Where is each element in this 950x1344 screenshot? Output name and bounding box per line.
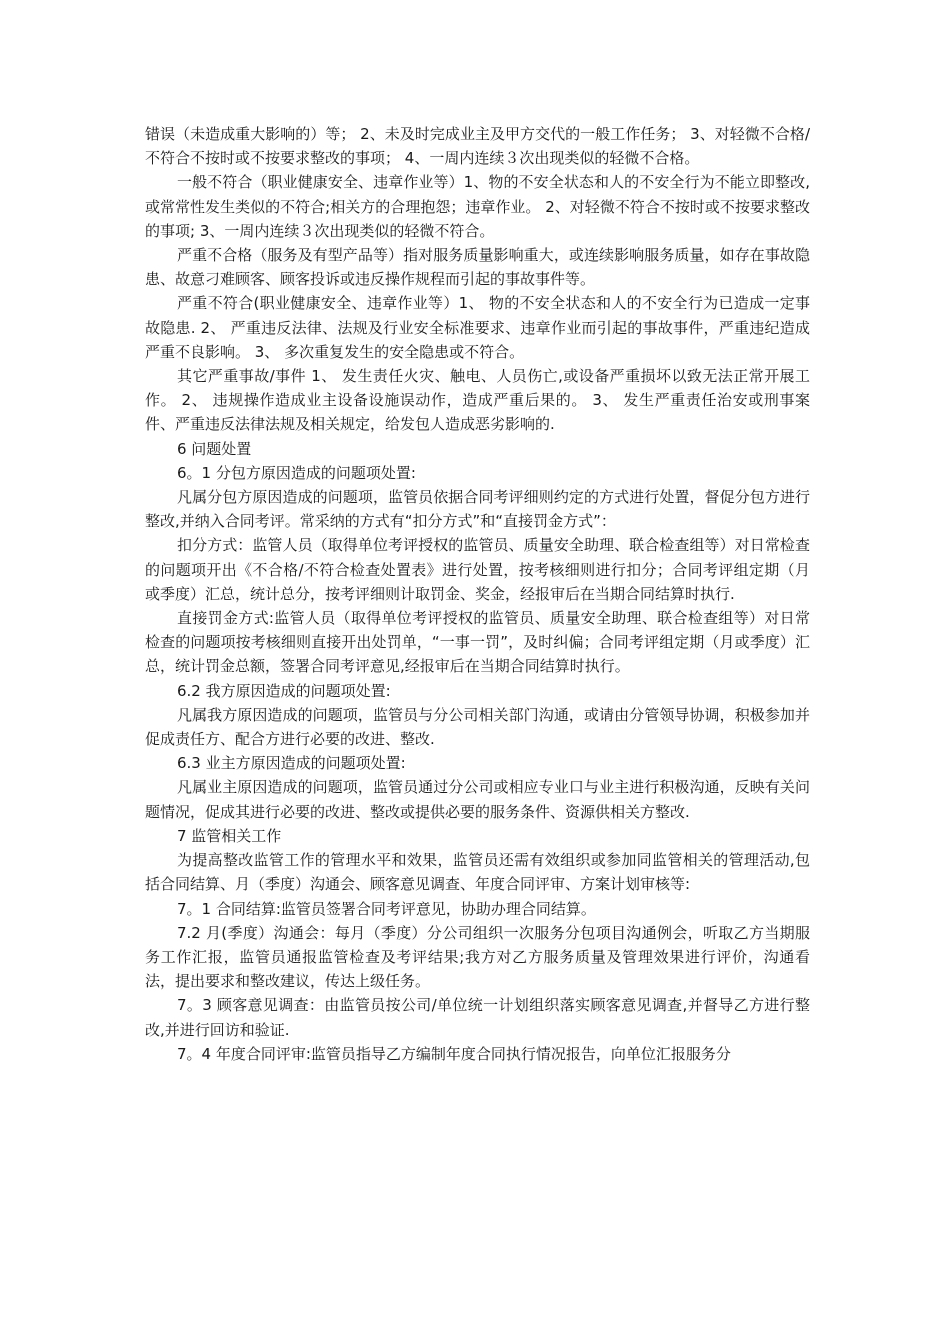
paragraph: 7.2 月(季度）沟通会：每月（季度）分公司组织一次服务分包项目沟通例会，听取乙方当期服务工作汇报，监管员通报监管检查及考评结果;我方对乙方服务质量及管理效果进行评价，沟通看法，提出要求和整改建议，传达上级任务。 xyxy=(145,923,810,991)
paragraph: 凡属分包方原因造成的问题项，监管员依据合同考评细则约定的方式进行处置，督促分包方进行整改,并纳入合同考评。常采纳的方式有“扣分方式”和“直接罚金方式”： xyxy=(145,488,810,531)
subsection-heading: 6.3 业主方原因造成的问题项处置: xyxy=(177,754,406,773)
paragraph: 其它严重事故/事件 1、 发生责任火灾、触电、人员伤亡,或设备严重损坏以致无法正常开展工作。 2、 违规操作造成业主设备设施误动作，造成严重后果的。 3、 发生严重责任治安或刑事案件、严重违反法律法规及相关规定，给发包人造成恶劣影响的. xyxy=(145,367,810,434)
paragraph: 直接罚金方式:监管人员（取得单位考评授权的监管员、质量安全助理、联合检查组等）对日常检查的问题项按考核细则直接开出处罚单，“一事一罚”，及时纠偏；合同考评组定期（月或季度）汇总，统计罚金总额，签署合同考评意见,经报审后在当期合同结算时执行。 xyxy=(145,609,810,676)
paragraph: 凡属业主原因造成的问题项，监管员通过分公司或相应专业口与业主进行积极沟通，反映有关问题情况，促成其进行必要的改进、整改或提供必要的服务条件、资源供相关方整改. xyxy=(145,778,810,821)
paragraph: 凡属我方原因造成的问题项，监管员与分公司相关部门沟通，或请由分管领导协调，积极参加并促成责任方、配合方进行必要的改进、整改. xyxy=(145,705,810,749)
paragraph: 为提高整改监管工作的管理水平和效果，监管员还需有效组织或参加同监管相关的管理活动,包括合同结算、月（季度）沟通会、顾客意见调查、年度合同评审、方案计划审核等: xyxy=(145,851,810,894)
section-heading: 6 问题处置 xyxy=(177,439,252,458)
paragraph: 扣分方式：监管人员（取得单位考评授权的监管员、质量安全助理、联合检查组等）对日常检查的问题项开出《不合格/不符合检查处置表》进行处置，按考核细则进行扣分；合同考评组定期（月或季度）汇总，统计总分，按考评细则计取罚金、奖金，经报审后在当期合同结算时执行. xyxy=(145,536,810,603)
paragraph: 7。1 合同结算:监管员签署合同考评意见，协助办理合同结算。 xyxy=(177,899,596,918)
paragraph: 7。4 年度合同评审:监管员指导乙方编制年度合同执行情况报告，向单位汇报服务分 xyxy=(177,1044,731,1063)
section-heading: 7 监管相关工作 xyxy=(177,826,282,845)
paragraph: 7。3 顾客意见调查：由监管员按公司/单位统一计划组织落实顾客意见调查,并督导乙方进行整改,并进行回访和验证. xyxy=(145,996,810,1039)
subsection-heading: 6。1 分包方原因造成的问题项处置: xyxy=(177,463,416,482)
paragraph: 错误（未造成重大影响的）等； 2、未及时完成业主及甲方交代的一般工作任务； 3、对轻微不合格/不符合不按时或不按要求整改的事项； 4、一周内连续３次出现类似的轻微不合格。 xyxy=(145,125,810,168)
subsection-heading: 6.2 我方原因造成的问题项处置: xyxy=(177,681,391,700)
paragraph: 一般不符合（职业健康安全、违章作业等）1、物的不安全状态和人的不安全行为不能立即整改,或常常性发生类似的不符合;相关方的合理抱怨；违章作业。 2、对轻微不符合不按时或不按要求整改的事项; 3、一周内连续３次出现类似的轻微不符合。 xyxy=(145,173,810,240)
paragraph: 严重不合格（服务及有型产品等）指对服务质量影响重大，或连续影响服务质量，如存在事故隐患、故意刁难顾客、顾客投诉或违反操作规程而引起的事故事件等。 xyxy=(145,246,810,289)
document-body xyxy=(145,122,810,1066)
paragraph: 严重不符合(职业健康安全、违章作业等）1、 物的不安全状态和人的不安全行为已造成一定事故隐患. 2、 严重违反法律、法规及行业安全标准要求、违章作业而引起的事故事件，严重违纪造成严重不良影响。 3、 多次重复发生的安全隐患或不符合。 xyxy=(145,294,810,361)
